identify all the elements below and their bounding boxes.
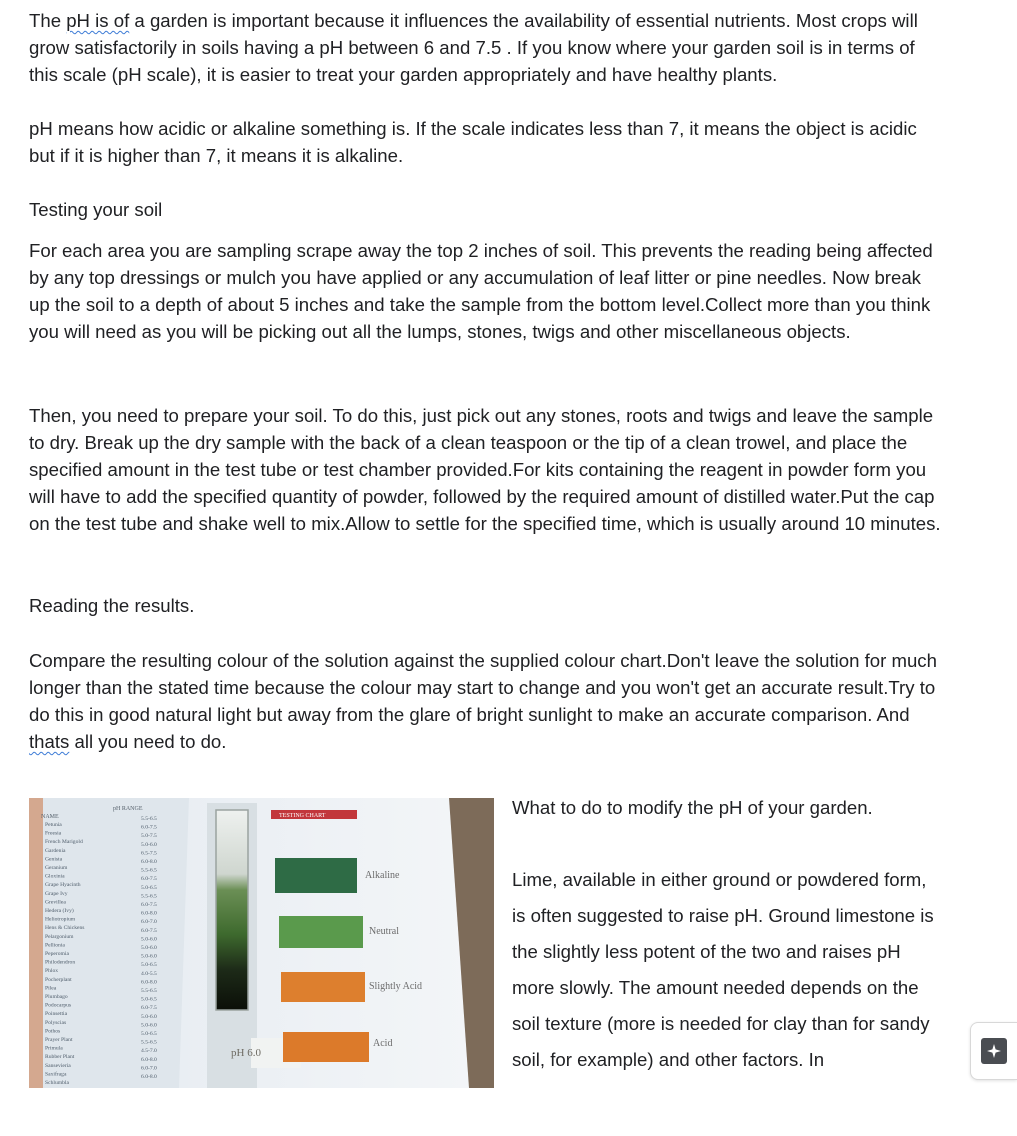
plant-name: Pellionia — [45, 942, 65, 949]
plant-name: Hedera (Ivy) — [45, 908, 74, 914]
plant-name: Pilea — [45, 985, 57, 992]
plant-name: Gardenia — [45, 847, 66, 854]
plant-ph-range: 5.0-6.0 — [141, 841, 157, 848]
label-alkaline: Alkaline — [365, 870, 400, 881]
plant-name: Gloxinia — [45, 873, 65, 880]
plant-ph-range: 5.0-6.0 — [141, 953, 157, 960]
plant-ph-range: 5.0-6.0 — [141, 1013, 157, 1020]
plant-name: Hens & Chickens — [45, 925, 85, 932]
plant-ph-range: 5.0-7.5 — [141, 833, 157, 840]
plant-ph-range: 6.0-8.0 — [141, 979, 157, 986]
plant-name: Peperomia — [45, 951, 69, 957]
plant-ph-range: 5.5-6.5 — [141, 867, 157, 874]
plant-name: Pelargonium — [45, 933, 74, 940]
plant-name: French Marigold — [45, 839, 83, 846]
plant-name: Primula — [45, 1045, 63, 1052]
plant-ph-range: 5.0-6.0 — [141, 936, 157, 943]
plant-ph-range: 5.5-6.5 — [141, 816, 157, 822]
plant-ph-range: 4.0-5.5 — [141, 970, 157, 977]
heading-reading-results[interactable]: Reading the results. — [29, 595, 195, 616]
plant-name: Grevillea — [45, 899, 66, 906]
plant-ph-range: 6.0-7.5 — [141, 876, 157, 883]
plant-ph-range: 5.5-6.5 — [141, 1039, 157, 1046]
compare-text-start: Compare the resulting colour of the solution against the supplied colour chart.Don't leave the solution for much longer than the stated time because the colour may start to change and you won't get an accurate result.Try to do this in good natural light but away from the glare of bright sunlight to make an accurate comparison. And — [29, 650, 937, 725]
plant-name: Polyscias — [45, 1019, 67, 1026]
lime-paragraph[interactable]: Lime, available in either ground or powdered form, is often suggested to raise pH. Ground limestone is the slightly less potent of the two and raises pH more slowly. The amount needed depends on the soil texture (more is needed for clay than for sandy soil, for example) and other factors. In — [512, 869, 934, 1070]
ai-assist-button[interactable] — [970, 1022, 1017, 1080]
plant-name: Sansevieria — [45, 1062, 71, 1069]
ph-test-kit-illustration — [29, 798, 494, 1088]
modify-ph-heading[interactable]: What to do to modify the pH of your garden. — [512, 797, 873, 818]
intro-text-rest: a garden is important because it influences the availability of essential nutrients. Most crops will grow satisfactorily in soils having a pH between 6 and 7.5 . If you know where your garden soil is in terms of this scale (pH scale), it is easier to treat your garden appropriately and have healthy plants. — [29, 10, 918, 85]
plant-name: Freesia — [45, 830, 62, 837]
plant-ph-range: 5.0-6.5 — [141, 1031, 157, 1037]
plant-ph-range: 5.0-6.5 — [141, 962, 157, 969]
ph-reading-label: pH 6.0 — [231, 1047, 261, 1059]
plant-ph-range: 6.0-7.5 — [141, 927, 157, 934]
plant-ph-range: 6.0-7.5 — [141, 824, 157, 831]
list-header-name: NAME — [41, 814, 59, 820]
plant-name: Pothos — [45, 1028, 61, 1035]
plant-ph-range: 6.0-7.5 — [141, 1005, 157, 1012]
label-slightly-acid: Slightly Acid — [369, 981, 423, 992]
heading-testing-soil[interactable]: Testing your soil — [29, 199, 163, 220]
plant-ph-range: 5.5-6.5 — [141, 893, 157, 900]
compare-text-rest: all you need to do. — [69, 731, 227, 752]
chart-banner-text: TESTING CHART — [279, 813, 326, 819]
plant-name: Saxifraga — [45, 1071, 67, 1078]
plant-name: Podocarpus — [45, 1002, 72, 1009]
plant-name: Plumbago — [45, 994, 68, 1000]
swatch-acid — [283, 1032, 369, 1062]
plant-name: Petunia — [45, 822, 62, 828]
side-column — [512, 790, 942, 1088]
plant-name: Pocherplant — [45, 976, 72, 983]
swatch-neutral — [279, 916, 363, 948]
plant-ph-range: 5.0-6.5 — [141, 884, 157, 891]
swatch-alkaline — [275, 858, 357, 893]
plant-name: Poinsettia — [45, 1011, 68, 1018]
plant-name: Philodendron — [45, 959, 76, 966]
plant-ph-range: 6.5-7.5 — [141, 850, 157, 857]
plant-name: Grape Hyacinth — [45, 882, 81, 889]
sparkle-icon — [981, 1038, 1007, 1064]
plant-ph-range: 6.0-7.0 — [141, 1065, 157, 1072]
plant-name: Geranium — [45, 865, 68, 871]
prepare-paragraph[interactable]: Then, you need to prepare your soil. To do this, just pick out any stones, roots and twigs and leave the sample to dry. Break up the dry sample with the back of a clean teaspoon or the tip of a clean trowel, and place the specified amount in the test tube or test chamber provided.For kits containing the reagent in powder form you will have to add the specified quantity of powder, followed by the required amount of distilled water.Put the cap on the test tube and shake well to mix.Allow to settle for the specified time, which is usually around 10 minutes. — [29, 405, 941, 534]
plant-name: Phlox — [45, 968, 59, 975]
plant-name: Grape Ivy — [45, 890, 68, 897]
spellcheck-flagged-word[interactable]: pH is of — [66, 10, 130, 31]
plant-ph-range: 6.0-8.0 — [141, 1074, 157, 1080]
plant-ph-range: 5.0-6.5 — [141, 996, 157, 1003]
plant-name: Prayer Plant — [45, 1037, 73, 1043]
plant-ph-range: 5.5-6.5 — [141, 988, 157, 994]
compare-paragraph[interactable] — [29, 647, 944, 755]
scrape-paragraph[interactable]: For each area you are sampling scrape away the top 2 inches of soil. This prevents the reading being affected by any top dressings or mulch you have applied or any accumulation of leaf litter or pine needles. Now break up the soil to a depth of about 5 inches and take the sample from the bottom level.Collect more than you think you will need as you will be picking out all the lumps, stones, twigs and other miscellaneous objects. — [29, 240, 933, 342]
plant-ph-range: 5.0-6.0 — [141, 945, 157, 951]
plant-name: Rubber Plant — [45, 1054, 75, 1061]
intro-text-start: The — [29, 10, 67, 31]
plant-ph-range: 6.0-8.0 — [141, 910, 157, 917]
plant-name: Genista — [45, 856, 63, 863]
list-header-range: pH RANGE — [113, 806, 143, 812]
plant-ph-range: 6.0-7.0 — [141, 919, 157, 926]
plant-name: Heliotropium — [45, 916, 76, 923]
plant-ph-range: 6.0-8.0 — [141, 859, 157, 865]
plant-ph-range: 4.5-7.0 — [141, 1048, 157, 1055]
spellcheck-flagged-word[interactable]: thats — [29, 731, 70, 752]
test-tube — [216, 810, 248, 1010]
plant-ph-range: 5.0-6.0 — [141, 1022, 157, 1029]
plant-ph-range: 6.0-8.0 — [141, 1056, 157, 1063]
label-acid: Acid — [373, 1038, 393, 1049]
ph-meaning-paragraph[interactable]: pH means how acidic or alkaline something is. If the scale indicates less than 7, it means the object is acidic but if it is higher than 7, it means it is alkaline. — [29, 118, 917, 166]
plant-ph-range: 6.0-7.5 — [141, 902, 157, 908]
ph-test-kit-photo[interactable] — [29, 798, 494, 1088]
swatch-slightly-acid — [281, 972, 365, 1002]
plant-name: Schlumbla — [45, 1080, 69, 1086]
intro-paragraph[interactable] — [29, 7, 944, 88]
label-neutral: Neutral — [369, 926, 399, 937]
